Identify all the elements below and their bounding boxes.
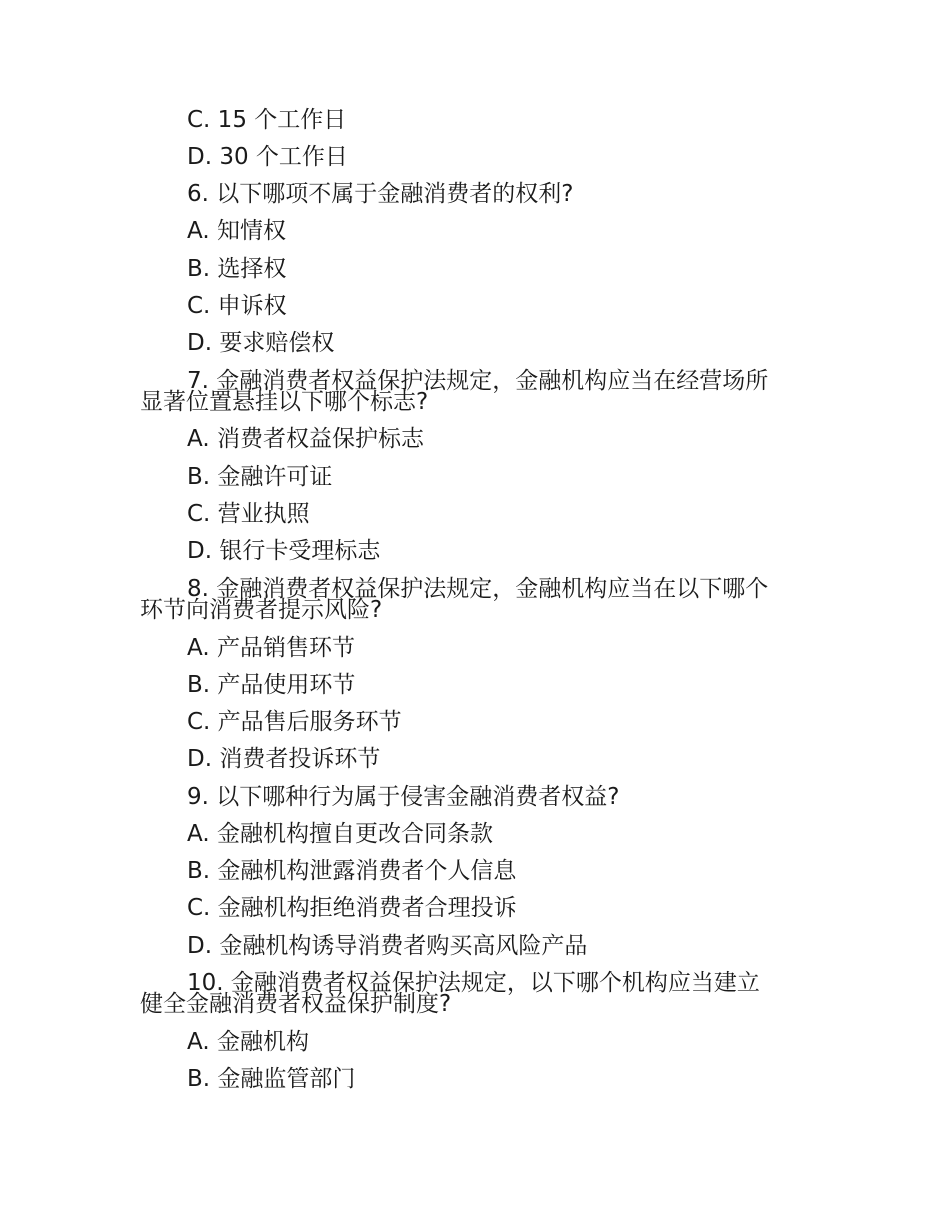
- question-8: [140, 576, 827, 623]
- option-b-q8: B. 产品使用环节: [187, 672, 356, 698]
- option-a-q8: A. 产品销售环节: [187, 635, 355, 661]
- question-8-line-2: 环节向消费者提示风险?: [140, 597, 383, 623]
- option-a-q9: A. 金融机构擅自更改合同条款: [187, 821, 493, 847]
- option-d-q9: D. 金融机构诱导消费者购买高风险产品: [187, 933, 588, 959]
- option-b-q6: B. 选择权: [187, 256, 287, 282]
- option-d-q8: D. 消费者投诉环节: [187, 746, 381, 772]
- option-c-q6: C. 申诉权: [187, 293, 287, 319]
- option-a-q6: A. 知情权: [187, 218, 286, 244]
- question-7-line-1: 7. 金融消费者权益保护法规定，金融机构应当在经营场所: [187, 368, 769, 394]
- question-10: [140, 970, 827, 1017]
- question-7-line-2: 显著位置悬挂以下哪个标志?: [140, 389, 429, 415]
- option-c-q7: C. 营业执照: [187, 501, 310, 527]
- option-d-q5: D. 30 个工作日: [187, 144, 348, 170]
- question-9: 9. 以下哪种行为属于侵害金融消费者权益?: [187, 784, 620, 810]
- question-10-line-2: 健全金融消费者权益保护制度?: [140, 991, 452, 1017]
- option-b-q7: B. 金融许可证: [187, 464, 333, 490]
- option-b-q10: B. 金融监管部门: [187, 1066, 356, 1092]
- option-a-q10: A. 金融机构: [187, 1029, 309, 1055]
- question-6: 6. 以下哪项不属于金融消费者的权利?: [187, 181, 574, 207]
- option-c-q9: C. 金融机构拒绝消费者合理投诉: [187, 895, 517, 921]
- option-c-q8: C. 产品售后服务环节: [187, 709, 402, 735]
- option-c-q5: C. 15 个工作日: [187, 107, 347, 133]
- question-10-line-1: 10. 金融消费者权益保护法规定，以下哪个机构应当建立: [187, 970, 760, 996]
- question-8-line-1: 8. 金融消费者权益保护法规定，金融机构应当在以下哪个: [187, 576, 769, 602]
- question-7: [140, 368, 827, 415]
- option-d-q6: D. 要求赔偿权: [187, 330, 335, 356]
- option-d-q7: D. 银行卡受理标志: [187, 538, 381, 564]
- option-b-q9: B. 金融机构泄露消费者个人信息: [187, 858, 517, 884]
- option-a-q7: A. 消费者权益保护标志: [187, 426, 424, 452]
